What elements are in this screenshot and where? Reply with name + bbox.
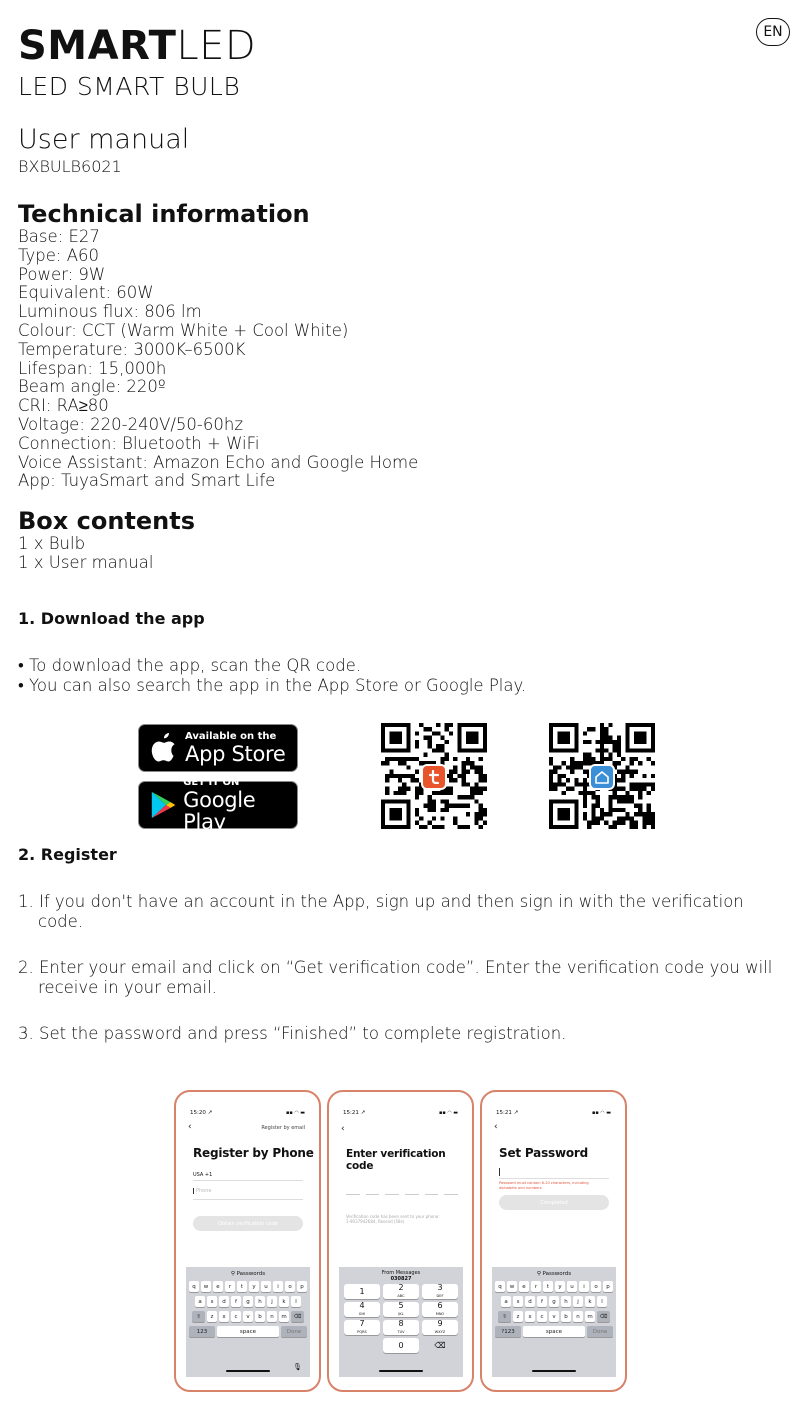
key-y[interactable]: y	[555, 1281, 565, 1292]
key-u[interactable]: u	[567, 1281, 577, 1292]
spec-item: Equivalent: 60W	[18, 283, 154, 303]
keyboard-row	[492, 1281, 616, 1292]
box-item: 1 x Bulb	[18, 534, 86, 553]
numeric-keyboard	[339, 1267, 463, 1377]
divider	[499, 1178, 609, 1179]
code-slots[interactable]	[346, 1194, 458, 1195]
key-d[interactable]: d	[219, 1296, 229, 1307]
key-t[interactable]: t	[237, 1281, 247, 1292]
letter-keys	[513, 1311, 595, 1322]
status-time: 15:21 ↗	[343, 1110, 366, 1116]
country-code[interactable]: USA +1	[193, 1172, 213, 1178]
key-g[interactable]: g	[549, 1296, 559, 1307]
smart-life-home-icon	[589, 764, 615, 790]
home-indicator	[226, 1370, 270, 1372]
tech-heading: Technical information	[18, 200, 310, 228]
key-p[interactable]: p	[297, 1281, 307, 1292]
register-step-3	[18, 1024, 566, 1044]
back-icon[interactable]: ‹	[341, 1124, 345, 1134]
key-v[interactable]: v	[243, 1311, 253, 1322]
google-play-button[interactable]	[138, 777, 298, 834]
key-n[interactable]: n	[267, 1311, 277, 1322]
app-store-big-text: App Store	[185, 742, 286, 766]
shift-key[interactable]: ⇧	[498, 1311, 511, 1322]
keyboard	[492, 1267, 616, 1377]
key-i[interactable]: i	[579, 1281, 589, 1292]
phone-set-password	[480, 1090, 627, 1392]
status-icons: ▪▪ ◠ ▬	[438, 1110, 458, 1116]
tuya-qr-code	[381, 722, 487, 834]
phone-register-by-phone	[174, 1090, 321, 1392]
key-m[interactable]: m	[585, 1311, 595, 1322]
divider	[193, 1199, 303, 1200]
step-3-line-1: 3. Set the password and press “Finished” to complete registration.	[18, 1024, 567, 1043]
spec-item: Connection: Bluetooth + WiFi	[18, 433, 260, 453]
box-item: 1 x User manual	[18, 552, 154, 572]
box-list	[18, 535, 153, 573]
spec-item: Voice Assistant: Amazon Echo and Google Home	[18, 452, 419, 472]
backspace-key[interactable]: ⌫	[597, 1311, 610, 1322]
phone-verification-code	[327, 1090, 474, 1392]
phone-input[interactable]: Phone	[193, 1188, 212, 1194]
password-input[interactable]	[499, 1168, 500, 1176]
numpad-bottom-row	[339, 1338, 463, 1353]
step-1-line-2: code.	[38, 912, 84, 931]
key-z[interactable]: z	[207, 1311, 217, 1322]
key-l[interactable]: l	[291, 1296, 301, 1307]
tuya-logo-icon	[421, 764, 447, 790]
passwords-bar[interactable]: ⚲ Passwords	[230, 1271, 266, 1277]
spec-item: Colour: CCT (Warm White + Cool White)	[18, 320, 349, 340]
key-u[interactable]: u	[261, 1281, 271, 1292]
register-step-2	[18, 958, 772, 998]
keyboard-row	[492, 1296, 616, 1307]
bullet-store: • You can also search the app in the App Store or Google Play.	[18, 676, 527, 695]
numkey-5[interactable]: 5 JKL	[383, 1302, 419, 1317]
microphone-icon[interactable]: 🎙	[293, 1363, 302, 1371]
key-f[interactable]: f	[537, 1296, 547, 1307]
key-c[interactable]: c	[231, 1311, 241, 1322]
key-b[interactable]: b	[561, 1311, 571, 1322]
key-l[interactable]: l	[597, 1296, 607, 1307]
key-w[interactable]: w	[201, 1281, 211, 1292]
key-i[interactable]: i	[273, 1281, 283, 1292]
divider	[193, 1180, 303, 1181]
key-k[interactable]: k	[585, 1296, 595, 1307]
numkey-6[interactable]: 6 MNO	[422, 1302, 458, 1317]
register-heading: 2. Register	[18, 845, 117, 864]
key-z[interactable]: z	[513, 1311, 523, 1322]
key-q[interactable]: q	[495, 1281, 505, 1292]
shift-key[interactable]: ⇧	[192, 1311, 205, 1322]
numkey-3[interactable]: 3 DEF	[422, 1284, 458, 1299]
key-h[interactable]: h	[561, 1296, 571, 1307]
key-j[interactable]: j	[573, 1296, 583, 1307]
step-2-line-1: 2. Enter your email and click on “Get verification code”. Enter the verification code you will	[18, 958, 773, 977]
done-key[interactable]: Done	[587, 1326, 613, 1337]
key-r[interactable]: r	[531, 1281, 541, 1292]
key-o[interactable]: o	[591, 1281, 601, 1292]
key-c[interactable]: c	[537, 1311, 547, 1322]
screen-title: Set Password	[499, 1146, 588, 1160]
key-x[interactable]: x	[525, 1311, 535, 1322]
language-badge: EN	[756, 18, 790, 46]
spec-item: Base: E27	[18, 227, 100, 246]
password-hint: Password must contain 6-20 characters, including alphabets and numbers	[499, 1181, 589, 1190]
autofill-suggestion[interactable]: From Messages 030827	[381, 1270, 421, 1282]
done-key[interactable]: Done	[281, 1326, 307, 1337]
smartlife-qr-code	[549, 722, 655, 834]
apple-icon	[149, 731, 179, 765]
letter-keys	[207, 1311, 289, 1322]
app-store-small-text: Available on the	[185, 731, 277, 742]
google-play-big-text: Google Play	[183, 788, 256, 834]
numkey-7[interactable]: 7 PQRS	[344, 1320, 380, 1335]
key-w[interactable]: w	[507, 1281, 517, 1292]
spec-item: Beam angle: 220º	[18, 377, 166, 397]
key-t[interactable]: t	[543, 1281, 553, 1292]
status-time: 15:21 ↗	[496, 1110, 519, 1116]
key-s[interactable]: s	[513, 1296, 523, 1307]
completed-button[interactable]: Completed	[499, 1195, 609, 1210]
register-step-1	[18, 892, 744, 932]
app-store-button[interactable]	[138, 724, 298, 772]
numbers-key[interactable]: 123	[189, 1326, 215, 1337]
screen-title: Enter verification code	[346, 1148, 446, 1172]
spec-list	[18, 228, 418, 491]
key-j[interactable]: j	[267, 1296, 277, 1307]
google-play-small-text: GET IT ON	[183, 777, 240, 788]
spec-item: Power: 9W	[18, 264, 106, 284]
key-b[interactable]: b	[255, 1311, 265, 1322]
spec-item: Voltage: 220-240V/50-60hz	[18, 414, 243, 434]
download-bullets	[18, 656, 526, 696]
key-g[interactable]: g	[243, 1296, 253, 1307]
verification-info: Verification code has been sent to your phone: 1-9037942684, Resend (58s)	[346, 1214, 440, 1224]
key-n[interactable]: n	[573, 1311, 583, 1322]
box-heading: Box contents	[18, 507, 196, 535]
key-h[interactable]: h	[255, 1296, 265, 1307]
key-k[interactable]: k	[279, 1296, 289, 1307]
status-time: 15:20 ↗	[190, 1110, 213, 1116]
key-y[interactable]: y	[249, 1281, 259, 1292]
download-heading: 1. Download the app	[18, 609, 205, 628]
key-a[interactable]: a	[195, 1296, 205, 1307]
key-x[interactable]: x	[219, 1311, 229, 1322]
spec-item: Luminous flux: 806 lm	[18, 302, 202, 322]
keyboard-row	[186, 1326, 310, 1337]
numkey-2[interactable]: 2 ABC	[383, 1284, 419, 1299]
numkey-4[interactable]: 4 GHI	[344, 1302, 380, 1317]
key-icon: ⚲	[536, 1271, 543, 1277]
obtain-code-button[interactable]: Obtain verification code	[193, 1216, 303, 1231]
brand-logo: SMARTLED	[18, 23, 257, 69]
keyboard-row	[492, 1326, 616, 1337]
spec-item: Type: A60	[18, 245, 99, 265]
key-f[interactable]: f	[231, 1296, 241, 1307]
key-a[interactable]: a	[501, 1296, 511, 1307]
key-s[interactable]: s	[207, 1296, 217, 1307]
backspace-icon[interactable]: ⌫	[434, 1341, 446, 1350]
back-icon[interactable]: ‹	[188, 1122, 192, 1132]
bullet-qr: • To download the app, scan the QR code.	[18, 656, 362, 675]
key-d[interactable]: d	[525, 1296, 535, 1307]
model-number: BXBULB6021	[18, 157, 122, 176]
key-v[interactable]: v	[549, 1311, 559, 1322]
numbers-key[interactable]: ?123	[495, 1326, 521, 1337]
product-subtitle: LED SMART BULB	[18, 72, 241, 101]
key-r[interactable]: r	[225, 1281, 235, 1292]
numkey-9[interactable]: 9 WXYZ	[422, 1320, 458, 1335]
numkey-1[interactable]: 1	[344, 1284, 380, 1299]
spec-item: CRI: RA≥80	[18, 396, 109, 416]
status-icons: ▪▪ ◠ ▬	[591, 1110, 611, 1116]
spec-item: App: TuyaSmart and Smart Life	[18, 471, 276, 491]
keyboard-row	[186, 1281, 310, 1292]
key-o[interactable]: o	[285, 1281, 295, 1292]
back-icon[interactable]: ‹	[494, 1122, 498, 1132]
register-by-email-link[interactable]: Register by email	[261, 1125, 305, 1131]
key-e[interactable]: e	[213, 1281, 223, 1292]
step-1-line-1: 1. If you don't have an account in the App, sign up and then sign in with the verification	[18, 892, 744, 911]
step-2-line-2: receive in your email.	[38, 978, 217, 997]
spec-item: Lifespan: 15,000h	[18, 358, 167, 378]
numkey-8[interactable]: 8 TUV	[383, 1320, 419, 1335]
keyboard-row	[492, 1311, 616, 1322]
manual-title: User manual	[18, 124, 190, 155]
space-key[interactable]: space	[523, 1326, 585, 1337]
passwords-bar[interactable]: ⚲ Passwords	[536, 1271, 572, 1277]
key-p[interactable]: p	[603, 1281, 613, 1292]
numkey-0[interactable]: 0	[383, 1338, 419, 1353]
key-q[interactable]: q	[189, 1281, 199, 1292]
home-indicator	[532, 1370, 576, 1372]
screen-title: Register by Phone	[193, 1146, 314, 1160]
keyboard-row	[186, 1296, 310, 1307]
keyboard-row	[186, 1311, 310, 1322]
key-icon: ⚲	[230, 1271, 237, 1277]
backspace-key[interactable]: ⌫	[291, 1311, 304, 1322]
key-e[interactable]: e	[519, 1281, 529, 1292]
status-icons: ▪▪ ◠ ▬	[285, 1110, 305, 1116]
keyboard	[186, 1267, 310, 1377]
space-key[interactable]: space	[217, 1326, 279, 1337]
spec-item: Temperature: 3000K–6500K	[18, 339, 246, 359]
google-play-icon	[149, 789, 177, 821]
key-m[interactable]: m	[279, 1311, 289, 1322]
home-indicator	[379, 1370, 423, 1372]
numpad	[339, 1284, 463, 1335]
